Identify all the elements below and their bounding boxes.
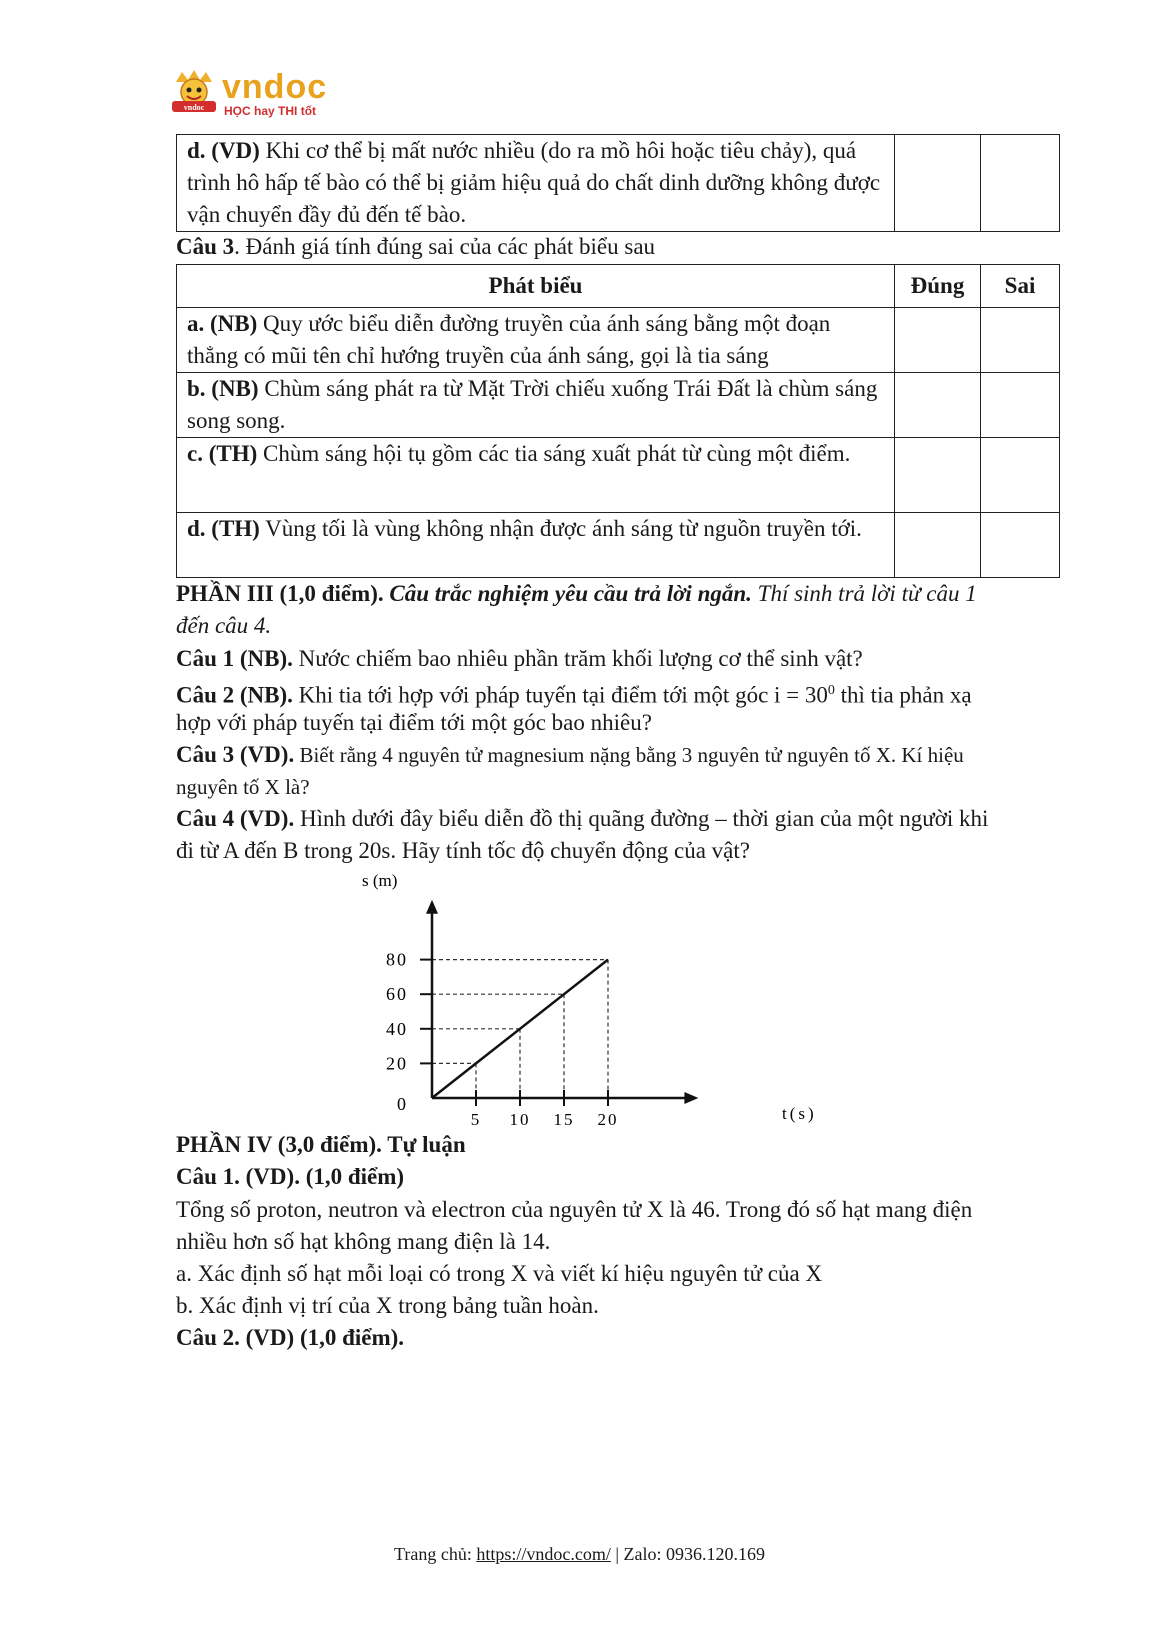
- logo-tagline: [224, 104, 316, 118]
- page-footer: [0, 1544, 1159, 1565]
- statement-label: d. (VD): [187, 138, 260, 163]
- footer-prefix: Trang chủ:: [394, 1544, 477, 1564]
- header-statement: Phát biểu: [177, 265, 895, 308]
- y-tick-label: 0: [397, 1094, 408, 1114]
- false-cell[interactable]: [981, 513, 1060, 578]
- series-line: [432, 960, 608, 1098]
- true-cell[interactable]: [895, 438, 981, 513]
- chart-axes: [426, 900, 698, 1104]
- mascot-icon: [172, 68, 222, 116]
- x-tick-label: 20: [597, 1110, 619, 1129]
- statement-text: Chùm sáng hội tụ gồm các tia sáng xuất phát từ cùng một điểm.: [257, 441, 851, 466]
- true-cell[interactable]: [895, 135, 981, 232]
- question-text: Biết rằng 4 nguyên tử magnesium nặng bằng 3 nguyên tử nguyên tố X. Kí hiệu: [294, 743, 964, 767]
- part3-question2-line2: hợp với pháp tuyến tại điểm tới một góc bao nhiêu?: [176, 710, 652, 735]
- part3-question3: [176, 739, 964, 771]
- false-cell[interactable]: [981, 373, 1060, 438]
- question3-label: Câu 3: [176, 234, 235, 259]
- true-cell[interactable]: [895, 513, 981, 578]
- y-tick-label: 20: [386, 1053, 408, 1074]
- table-header-row: [177, 265, 1060, 308]
- x-axis-arrow: [684, 1092, 698, 1104]
- y-axis-arrow: [426, 900, 438, 914]
- part3-question4-line2: đi từ A đến B trong 20s. Hãy tính tốc độ chuyển động của vật?: [176, 838, 750, 863]
- x-axis-label: t(s): [782, 1104, 817, 1123]
- part3-question3-line2: nguyên tố X là?: [176, 775, 310, 799]
- true-cell[interactable]: [895, 308, 981, 373]
- header-false: Sai: [981, 265, 1060, 308]
- part4-question1-line2: nhiều hơn số hạt không mang điện là 14.: [176, 1229, 551, 1254]
- part3-question1: [176, 643, 863, 675]
- question-label: Câu 4 (VD).: [176, 806, 295, 831]
- table-row: [177, 513, 1060, 578]
- footer-suffix: | Zalo: 0936.120.169: [610, 1544, 765, 1564]
- x-tick-label: 10: [509, 1110, 531, 1129]
- statement-cell: [177, 438, 895, 513]
- statement-cell: [177, 373, 895, 438]
- statement-cell: [177, 513, 895, 578]
- table-question2-continued: [176, 134, 1060, 232]
- y-tick-label: 60: [386, 984, 408, 1005]
- part4-title: PHẦN IV (3,0 điểm). Tự luận: [176, 1132, 466, 1157]
- y-axis-label: s (m): [362, 871, 398, 890]
- question3-heading: [176, 231, 655, 263]
- question-text: Khi tia tới hợp với pháp tuyến tại điểm tới một góc i = 30: [292, 682, 828, 708]
- question3-text: . Đánh giá tính đúng sai của các phát biểu sau: [234, 234, 656, 259]
- statement-cell: [177, 308, 895, 373]
- false-cell[interactable]: [981, 438, 1060, 513]
- false-cell[interactable]: [981, 135, 1060, 232]
- statement-label: a. (NB): [187, 311, 258, 336]
- statement-label: d. (TH): [187, 516, 260, 541]
- part4-question1-a: a. Xác định số hạt mỗi loại có trong X và viết kí hiệu nguyên tử của X: [176, 1261, 823, 1286]
- part3-title: PHẦN III (1,0 điểm).: [176, 581, 384, 606]
- question-label: Câu 2 (NB).: [176, 682, 293, 708]
- y-tick-label: 40: [386, 1018, 408, 1039]
- statement-text: Khi cơ thể bị mất nước nhiều (do ra mồ hôi hoặc tiêu chảy), quá trình hô hấp tế bào có thể bị giảm hiệu quả do chất dinh dưỡng không được vận chuyển đầy đủ đến tế bào.: [187, 138, 881, 227]
- distance-time-chart: [350, 868, 870, 1138]
- part3-question4: [176, 803, 988, 835]
- x-tick-label: 15: [553, 1110, 575, 1129]
- header-true: Đúng: [895, 265, 981, 308]
- question-text: Hình dưới đây biểu diễn đồ thị quãng đường – thời gian của một người khi: [294, 806, 989, 831]
- question-text-end: thì tia phản xạ: [834, 682, 972, 708]
- statement-text: Chùm sáng phát ra từ Mặt Trời chiếu xuống Trái Đất là chùm sáng song song.: [187, 376, 878, 433]
- part4-question2-title: Câu 2. (VD) (1,0 điểm).: [176, 1325, 405, 1350]
- table-row: [177, 135, 1060, 232]
- x-tick-label: 5: [470, 1110, 482, 1129]
- table-row: [177, 438, 1060, 513]
- table-row: [177, 373, 1060, 438]
- logo-tagline-a: HỌC hay: [224, 104, 275, 118]
- false-cell[interactable]: [981, 308, 1060, 373]
- part3-subtitle: Câu trắc nghiệm yêu cầu trả lời ngắn.: [383, 581, 752, 606]
- mascot-label: vndoc: [183, 103, 205, 112]
- question-label: Câu 3 (VD).: [176, 742, 295, 767]
- question-text: Nước chiếm bao nhiêu phần trăm khối lượng cơ thể sinh vật?: [292, 646, 863, 671]
- part3-heading: [176, 578, 977, 610]
- true-cell[interactable]: [895, 373, 981, 438]
- part4-question1-line1: Tổng số proton, neutron và electron của nguyên tử X là 46. Trong đó số hạt mang điện: [176, 1197, 973, 1222]
- degree-superscript: 0: [827, 683, 835, 698]
- statement-text: Vùng tối là vùng không nhận được ánh sáng từ nguồn truyền tới.: [259, 516, 862, 541]
- statement-text: Quy ước biểu diễn đường truyền của ánh sáng bằng một đoạn thẳng có mũi tên chỉ hướng truyền của ánh sáng, gọi là tia sáng: [187, 311, 831, 368]
- y-tick-label: 80: [386, 949, 408, 970]
- logo-wordmark: vndoc: [222, 68, 328, 106]
- statement-label: c. (TH): [187, 441, 258, 466]
- logo-tagline-b: THI tốt: [278, 104, 317, 118]
- table-row: [177, 308, 1060, 373]
- vndoc-logo[interactable]: [172, 68, 332, 120]
- chart-series: [432, 960, 608, 1098]
- part4-question1-b: b. Xác định vị trí của X trong bảng tuần hoàn.: [176, 1293, 599, 1318]
- part4-question1-title: Câu 1. (VD). (1,0 điểm): [176, 1164, 405, 1189]
- table-question3: [176, 264, 1060, 578]
- part3-instruction-line2: đến câu 4.: [176, 613, 272, 638]
- part3-instruction: Thí sinh trả lời từ câu 1: [751, 581, 977, 606]
- statement-label: b. (NB): [187, 376, 259, 401]
- chart-ticks: [386, 950, 619, 1129]
- statement-cell: [177, 135, 895, 232]
- footer-link[interactable]: https://vndoc.com/: [476, 1544, 611, 1564]
- question-label: Câu 1 (NB).: [176, 646, 293, 671]
